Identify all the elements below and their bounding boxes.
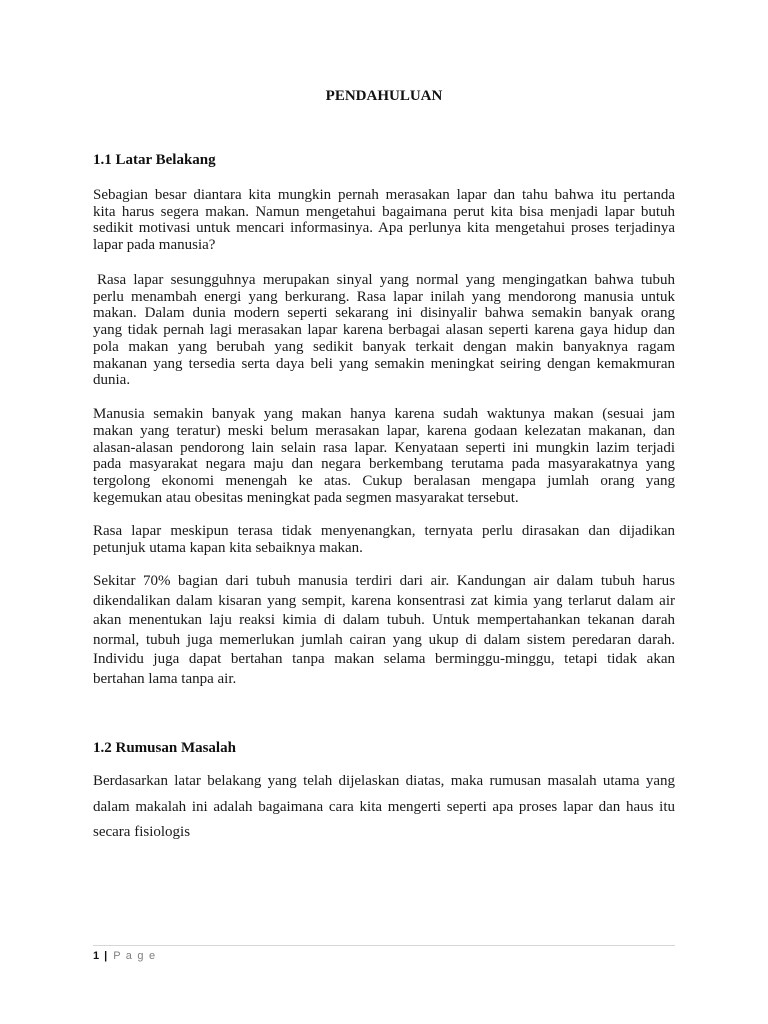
text-line: dunia.	[93, 372, 131, 389]
text-line: secara fisiologis	[93, 824, 191, 840]
section-heading-latar-belakang: 1.1 Latar Belakang	[93, 152, 216, 168]
text-line: dalam makalah ini adalah bagaimana cara kita mengerti seperti apa proses lapar dan haus itu	[93, 798, 675, 815]
text-line: yang tidak pernah lagi merasakan lapar karena berbagai alasan seperti karena gaya hidup dan	[93, 322, 675, 339]
paragraph	[93, 187, 675, 254]
text-line: normal, tubuh juga memerlukan jumlah cairan yang ukup di dalam sistem peredaran darah.	[93, 631, 675, 648]
section-heading-rumusan-masalah: 1.2 Rumusan Masalah	[93, 740, 236, 756]
text-line: akan menentukan laju reaksi kimia di dalam tubuh. Untuk mempertahankan tekanan darah	[93, 612, 675, 628]
page-number: 1	[93, 950, 100, 962]
text-line: perlu menambah energi yang berkurang. Rasa lapar inilah yang mendorong manusia untuk	[93, 288, 675, 305]
text-line: makan. Dalam dunia modern seperti sekarang ini disinyalir bahwa semakin banyak orang	[93, 305, 675, 322]
text-line: Manusia semakin banyak yang makan hanya karena sudah waktunya makan (sesuai jam	[93, 406, 675, 422]
page-label: P a g e	[113, 950, 157, 962]
text-line: Sebagian besar diantara kita mungkin pernah merasakan lapar dan tahu bahwa itu pertanda	[93, 187, 675, 203]
text-line: pada masyarakat negara maju dan negara berkembang terutama pada masyarakatnya yang	[93, 456, 675, 473]
text-line: kita harus segera makan. Namun mengetahui bagaimana perut kita bisa menjadi lapar butuh	[93, 203, 675, 220]
text-line: tergolong ekonomi menengah ke atas. Cukup beralasan mengapa jumlah orang yang	[93, 473, 675, 490]
paragraph	[93, 572, 675, 689]
text-line: Berdasarkan latar belakang yang telah dijelaskan diatas, maka rumusan masalah utama yang	[93, 773, 675, 789]
paragraph	[93, 523, 675, 557]
paragraph	[93, 272, 675, 389]
footer-divider	[93, 945, 675, 946]
text-line: pola makan yang berubah yang sedikit banyak terkait dengan makin banyaknya ragam	[93, 338, 675, 355]
text-line: Rasa lapar sesungguhnya merupakan sinyal yang normal yang mengingatkan bahwa tubuh	[97, 272, 675, 288]
document-title: PENDAHULUAN	[325, 88, 443, 104]
text-line: sedikit motivasi untuk mencari informasinya. Apa perlunya kita mengetahui proses terjadinya	[93, 220, 675, 237]
text-line: Sekitar 70% bagian dari tubuh manusia terdiri dari air. Kandungan air dalam tubuh harus	[93, 573, 675, 589]
text-line: Individu juga dapat bertahan tanpa makan selama berminggu-minggu, tetapi tidak akan	[93, 651, 675, 667]
paragraph	[93, 769, 675, 846]
footer-separator: |	[104, 950, 108, 962]
text-line: petunjuk utama kapan kita sebaiknya makan.	[93, 539, 363, 556]
text-line: kegemukan atau obesitas meningkat pada segmen masyarakat tersebut.	[93, 489, 519, 506]
text-line: Rasa lapar meskipun terasa tidak menyenangkan, ternyata perlu dirasakan dan dijadikan	[93, 523, 675, 539]
page-footer	[93, 949, 156, 963]
text-line: dikendalikan dalam kisaran yang sempit, karena konsentrasi zat kimia yang terlarut dalam air	[93, 592, 675, 609]
text-line: makan yang teratur) meski belum merasakan lapar, karena godaan kelezatan makanan, dan	[93, 422, 675, 439]
text-line: makanan yang tersedia serta daya beli yang semakin meningkat seiring dengan kemakmuran	[93, 355, 675, 372]
text-line: lapar pada manusia?	[93, 237, 216, 254]
text-line: alasan-alasan pendorong lain selain rasa lapar. Kenyataan seperti ini mungkin lazim terjadi	[93, 439, 675, 456]
paragraph	[93, 406, 675, 507]
text-line: bertahan lama tanpa air.	[93, 670, 237, 687]
